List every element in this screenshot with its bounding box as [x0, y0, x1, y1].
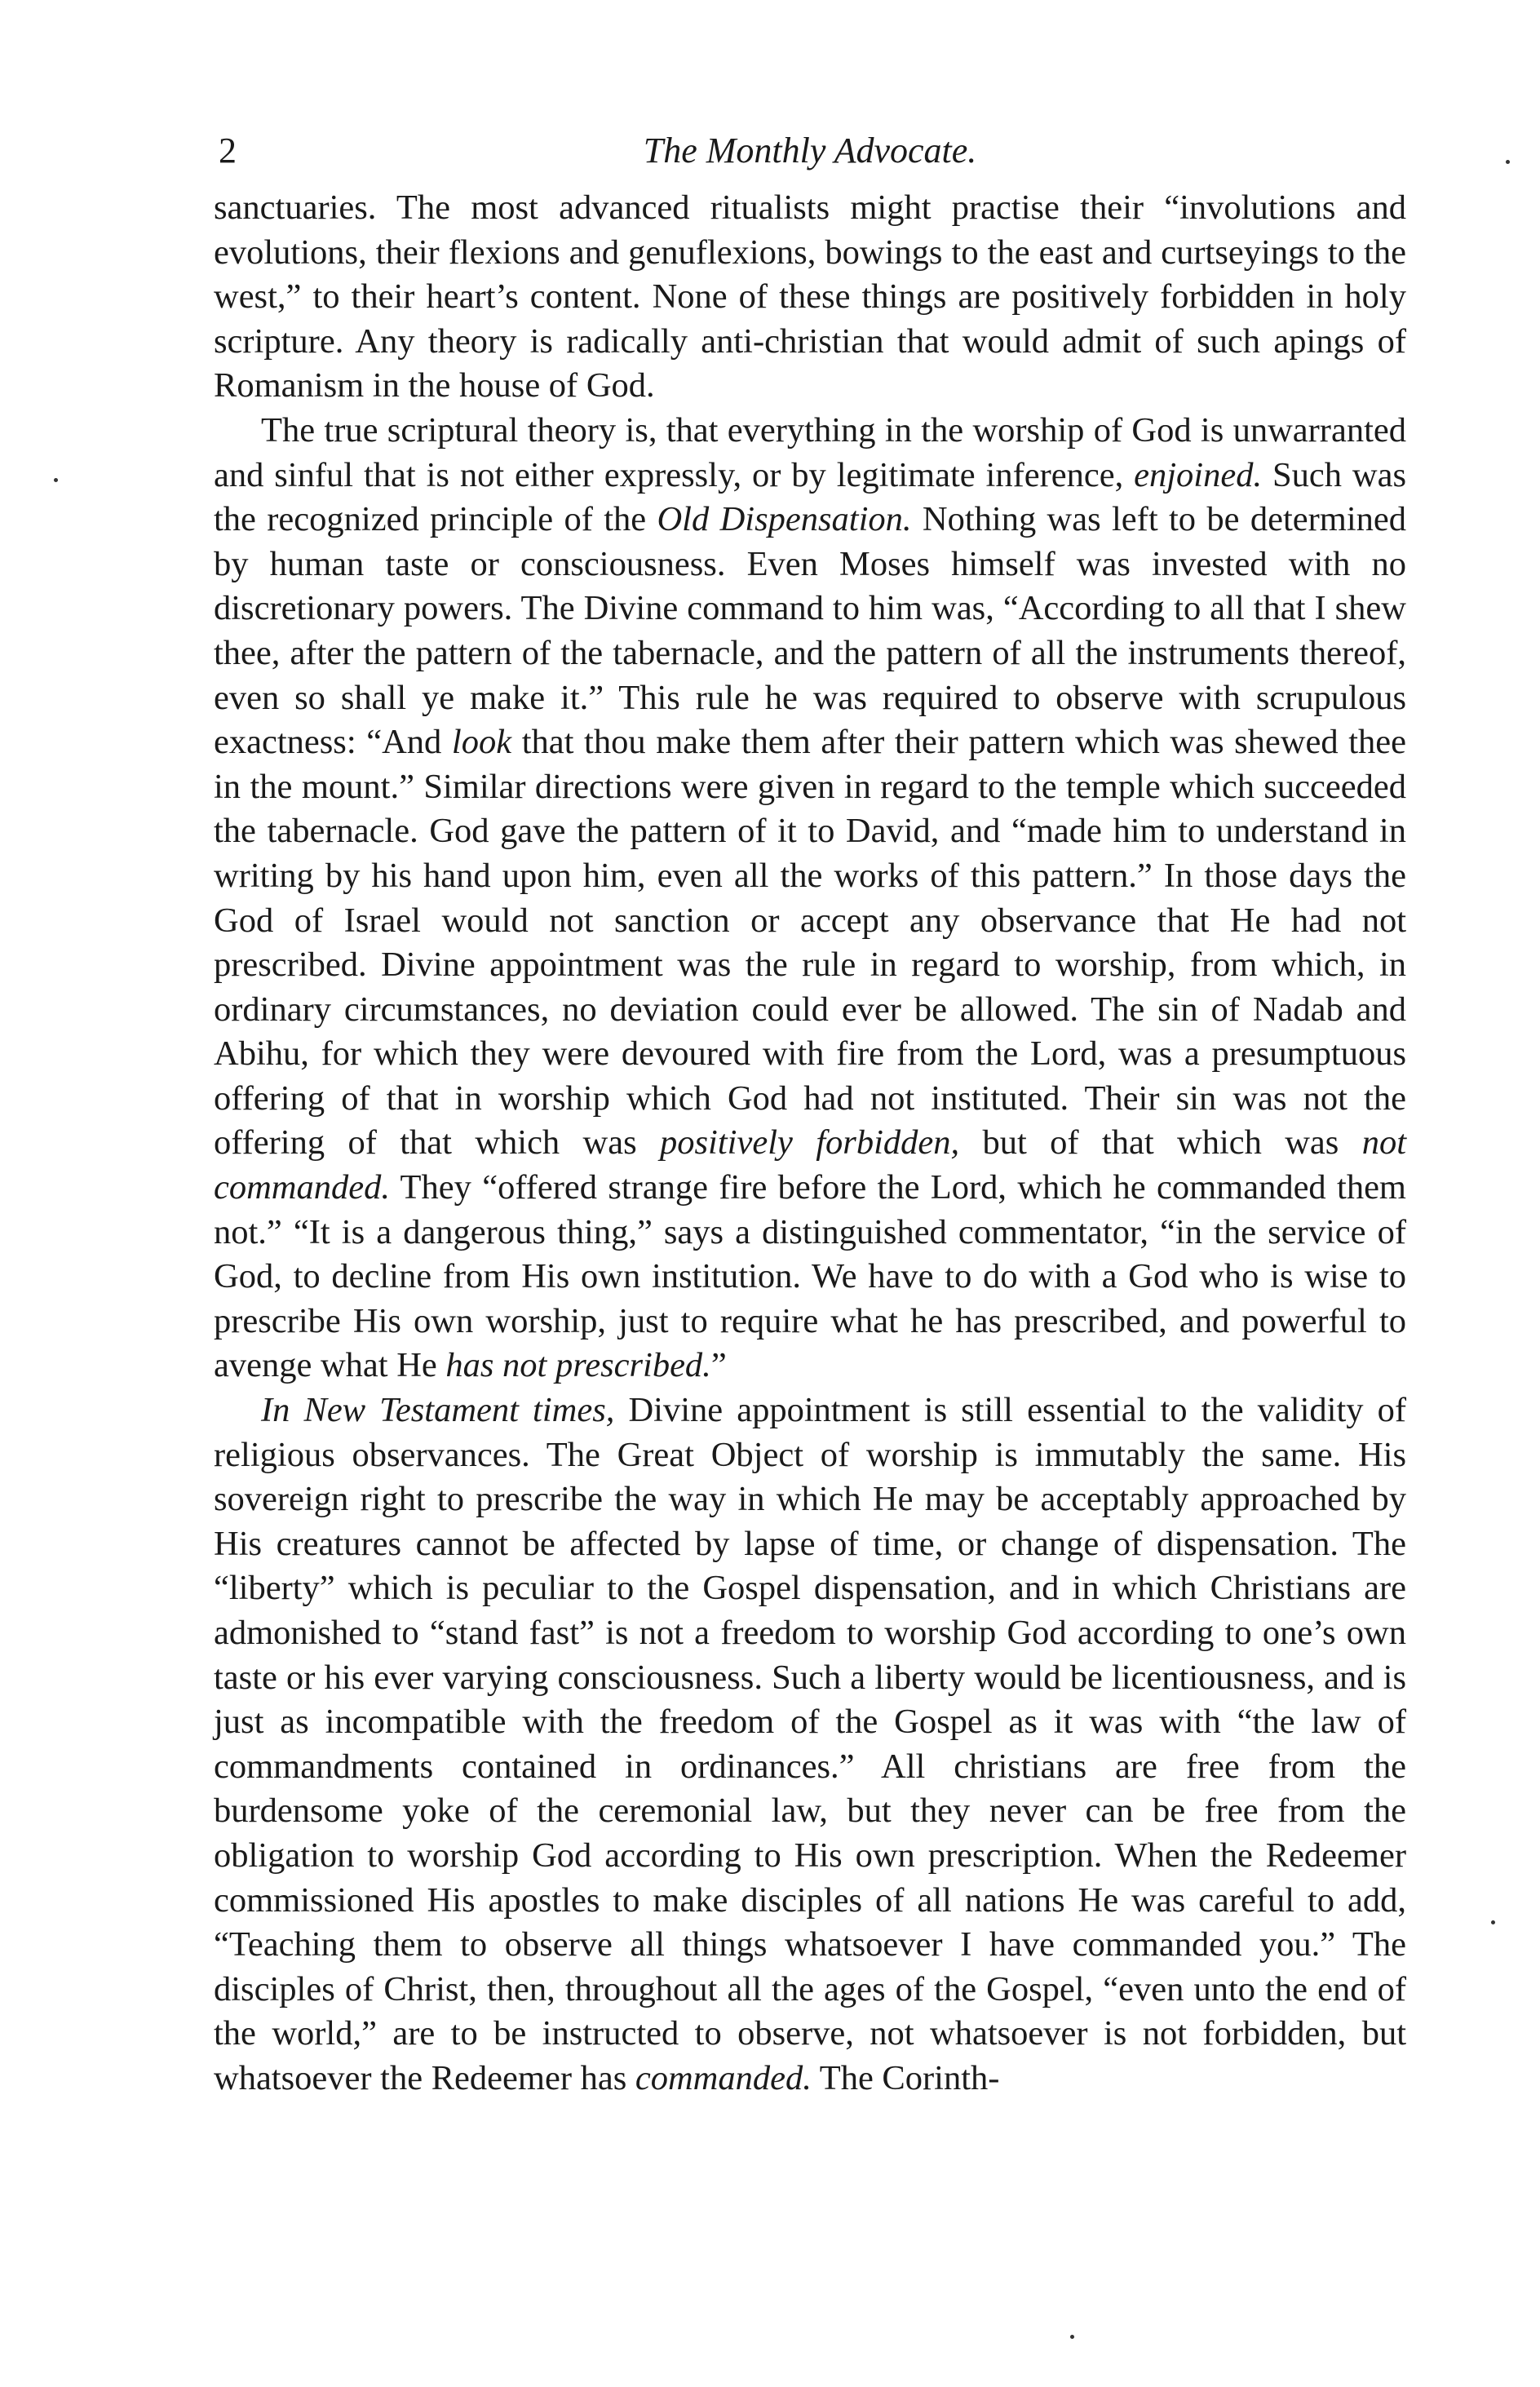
print-speck [54, 478, 58, 482]
italic-text: enjoined. [1134, 455, 1263, 494]
italic-text: Old Dispensation. [657, 500, 912, 539]
italic-text: not commanded. [214, 1123, 1406, 1207]
italic-text: has not prescribed. [445, 1346, 711, 1385]
document-page [214, 122, 1406, 2101]
journal-title: The Monthly Advocate. [643, 131, 977, 170]
text-run: but of that which was [959, 1123, 1362, 1162]
text-run: The Corinth- [811, 2058, 1000, 2097]
text-run: that thou make them after their pattern which was shewed thee in the mount.” Similar directions were given in regard to the temple which succeeded the tabernacle. God gave the pattern of it to David, and “made him to understand in writing by his hand upon him, even all the works of this pattern.” In those days the God of Israel would not sanction or accept any observance that He had not prescribed. Divine appointment was the rule in regard to worship, from which, in ordinary circumstances, no deviation could ever be allowed. The sin of Nadab and Abihu, for which they were devoured with fire from the Lord, was a presumptuous offering of that in worship which God had not instituted. Their sin was not the offering of that which was [214, 723, 1406, 1162]
text-run: They “offered strange fire before the Lord, which he commanded them not.” “It is a dangerous thing,” says a distinguished commentator, “in the service of God, to decline from His own institution. We have to do with a God who is wise to prescribe His own worship, just to require what he has prescribed, and powerful to avenge what He [214, 1168, 1406, 1385]
print-speck [1491, 1920, 1495, 1924]
italic-text: look [451, 723, 512, 762]
paragraph-1 [214, 186, 1406, 409]
running-head [214, 122, 1406, 179]
paragraph-2 [214, 409, 1406, 1388]
print-speck [1070, 2335, 1074, 2339]
text-run: Nothing was left to be determined by human taste or consciousness. Even Moses himself was invested with no discretionary powers. The Divine command to him was, “According to all that I shew thee, after the pattern of the tabernacle, and the pattern of all the instruments thereof, even so shall ye make it.” This rule he was required to observe with scrupulous exactness: “And [214, 500, 1407, 762]
paragraph-3 [214, 1388, 1406, 2101]
text-run: Such was the recognized principle of the [214, 455, 1406, 539]
text-run: The true scriptural theory is, that everything in the worship of God is unwarranted and sinful that is not either expressly, or by legitimate inference, [214, 410, 1406, 494]
page-number: 2 [219, 131, 237, 170]
text-run: ” [710, 1346, 727, 1385]
italic-text: In New Testament times, [261, 1391, 615, 1430]
text-run: Divine appointment is still essential to the validity of religious observances. The Great Object of worship is immutably the same. His sovereign right to prescribe the way in which He may be acceptably approached by His creatures cannot be affected by lapse of time, or change of dispensation. The “liberty” which is peculiar to the Gospel dispensation, and in which Christians are admonished to “stand fast” is not a freedom to worship God according to one’s own taste or his ever varying consciousness. Such a liberty would be licentiousness, and is just as incompatible with the freedom of the Gospel as it was with “the law of commandments contained in ordinances.” All christians are free from the burdensome yoke of the ceremonial law, but they never can be free from the obligation to worship God according to His own prescription. When the Redeemer commissioned His apostles to make disciples of all nations He was careful to add, “Teaching them to observe all things whatsoever I have commanded you.” The disciples of Christ, then, throughout all the ages of the Gospel, “even unto the end of the world,” are to be instructed to observe, not whatsoever is not forbidden, but whatsoever the Redeemer has [214, 1391, 1406, 2097]
italic-text: positively forbidden, [660, 1123, 960, 1162]
italic-text: commanded. [635, 2058, 812, 2097]
text-run: sanctuaries. The most advanced ritualists might practise their “involutions and evolutions, their flexions and genuflexions, bowings to the east and curtseyings to the west,” to their heart’s content. None of these things are positively forbidden in holy scripture. Any theory is radically anti-christian that would admit of such apings of Romanism in the house of God. [214, 188, 1406, 405]
body-text [214, 186, 1406, 2101]
print-speck [1506, 160, 1510, 164]
